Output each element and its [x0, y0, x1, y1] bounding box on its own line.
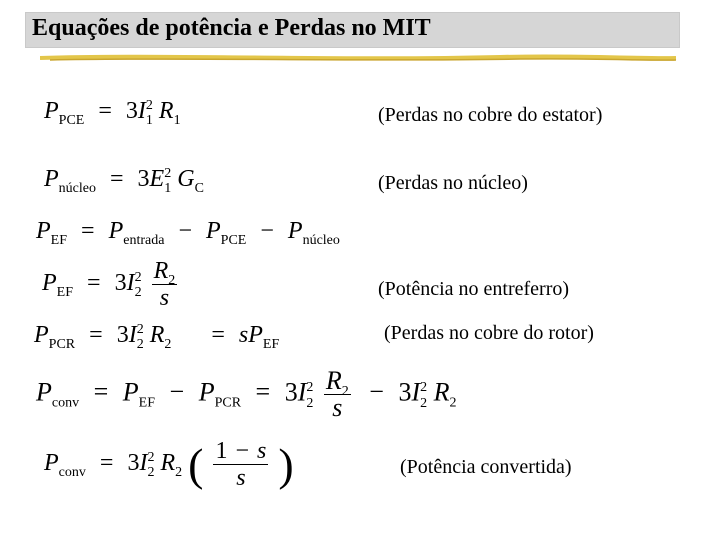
symbol-r: R: [158, 98, 174, 124]
symbol-s: s: [238, 322, 249, 348]
subscript-nucleo: núcleo: [302, 232, 340, 248]
equals-sign: =: [93, 377, 109, 407]
minus-sign: −: [169, 377, 185, 407]
minus-sign: −: [235, 438, 249, 464]
equals-sign: =: [81, 218, 95, 244]
symbol-p: P: [34, 322, 49, 348]
page-title: Equações de potência e Perdas no MIT: [32, 15, 431, 41]
subscript-one: 1: [164, 180, 172, 196]
symbol-p: P: [248, 322, 263, 348]
exponent-two: 2: [145, 98, 153, 113]
subscript-two: 2: [136, 336, 144, 352]
symbol-p: P: [36, 377, 52, 407]
note-nucleo: (Perdas no núcleo): [378, 172, 528, 194]
note-pcr: (Perdas no cobre do rotor): [384, 322, 594, 344]
symbol-p: P: [44, 450, 59, 477]
equation-conv: [44, 438, 294, 491]
left-parenthesis: (: [188, 439, 204, 490]
note-pce: (Perdas no cobre do estator): [378, 104, 603, 126]
symbol-s: s: [332, 393, 343, 422]
subscript-pce: PCE: [58, 112, 85, 128]
equals-sign: =: [211, 322, 225, 348]
minus-sign: −: [260, 218, 274, 244]
subscript-two: 2: [341, 384, 349, 400]
fraction-one-minus-s-over-s: [213, 438, 268, 491]
subscript-two: 2: [420, 395, 428, 411]
coefficient-three: 3: [398, 377, 412, 407]
equals-sign: =: [89, 322, 103, 348]
equals-sign: =: [99, 450, 114, 477]
symbol-s: s: [236, 465, 246, 491]
symbol-p: P: [44, 98, 59, 124]
subscript-two: 2: [306, 395, 314, 411]
symbol-r: R: [325, 366, 342, 395]
equation-pce: [44, 98, 181, 128]
coefficient-three: 3: [284, 377, 298, 407]
equals-sign: =: [87, 270, 101, 297]
symbol-r: R: [153, 258, 169, 284]
symbol-p: P: [287, 218, 303, 244]
title-bar: [25, 12, 680, 48]
exponent-two: 2: [136, 322, 144, 337]
subscript-ef: EF: [138, 395, 156, 411]
equation-ef: [42, 258, 181, 311]
coefficient-three: 3: [127, 450, 140, 477]
coefficient-three: 3: [125, 98, 138, 124]
equation-nucleo: [44, 166, 204, 196]
subscript-two: 2: [147, 464, 155, 480]
equals-sign: =: [98, 98, 112, 124]
fraction-r2-over-s: [152, 258, 178, 311]
subscript-conv: conv: [51, 395, 80, 411]
right-parenthesis: ): [278, 439, 294, 490]
coefficient-three: 3: [137, 166, 150, 192]
symbol-p: P: [36, 218, 51, 244]
symbol-g: G: [177, 166, 195, 192]
symbol-p: P: [108, 218, 124, 244]
title-underline: [40, 52, 680, 64]
subscript-ef: EF: [50, 232, 68, 248]
equals-sign: =: [255, 377, 271, 407]
note-conv: (Potência convertida): [400, 456, 572, 478]
exponent-two: 2: [147, 450, 155, 466]
subscript-pcr: PCR: [48, 336, 76, 352]
equation-ef-balance: [36, 218, 340, 248]
symbol-p: P: [198, 377, 215, 407]
subscript-two: 2: [164, 336, 172, 352]
equation-conv-expanded: [36, 368, 457, 421]
symbol-s: s: [159, 285, 170, 311]
equation-pcr: [34, 322, 280, 352]
symbol-p: P: [205, 218, 221, 244]
subscript-ef: EF: [56, 284, 74, 300]
exponent-two: 2: [134, 270, 142, 286]
symbol-p: P: [44, 166, 59, 192]
symbol-i: I: [137, 98, 146, 124]
numeral-one: 1: [215, 438, 228, 464]
equals-sign: =: [110, 166, 124, 192]
minus-sign: −: [178, 218, 192, 244]
minus-sign: −: [369, 377, 384, 407]
coefficient-three: 3: [114, 270, 127, 297]
subscript-c: C: [194, 180, 204, 196]
fraction-r2-over-s: [324, 368, 351, 421]
symbol-r: R: [149, 322, 165, 348]
subscript-nucleo: núcleo: [58, 180, 96, 196]
subscript-conv: conv: [58, 464, 86, 480]
symbol-i: I: [139, 450, 148, 477]
subscript-two: 2: [449, 395, 457, 411]
subscript-one: 1: [145, 112, 153, 128]
subscript-pcr: PCR: [214, 395, 242, 411]
subscript-entrada: entrada: [123, 232, 165, 248]
symbol-s: s: [256, 438, 267, 464]
note-ef: (Potência no entreferro): [378, 278, 570, 300]
symbol-e: E: [149, 166, 165, 192]
subscript-one: 1: [173, 112, 181, 128]
coefficient-three: 3: [116, 322, 129, 348]
symbol-i: I: [297, 377, 307, 407]
exponent-two: 2: [164, 166, 172, 181]
subscript-pce: PCE: [220, 232, 247, 248]
symbol-i: I: [411, 377, 421, 407]
symbol-r: R: [433, 377, 450, 407]
subscript-two: 2: [175, 464, 183, 480]
symbol-p: P: [42, 270, 57, 297]
exponent-two: 2: [306, 379, 314, 395]
symbol-p: P: [122, 377, 139, 407]
subscript-two: 2: [168, 272, 176, 288]
symbol-i: I: [126, 270, 135, 297]
symbol-i: I: [128, 322, 137, 348]
subscript-two: 2: [134, 284, 142, 300]
subscript-ef: EF: [262, 336, 280, 352]
symbol-r: R: [160, 450, 176, 477]
exponent-two: 2: [420, 379, 428, 395]
